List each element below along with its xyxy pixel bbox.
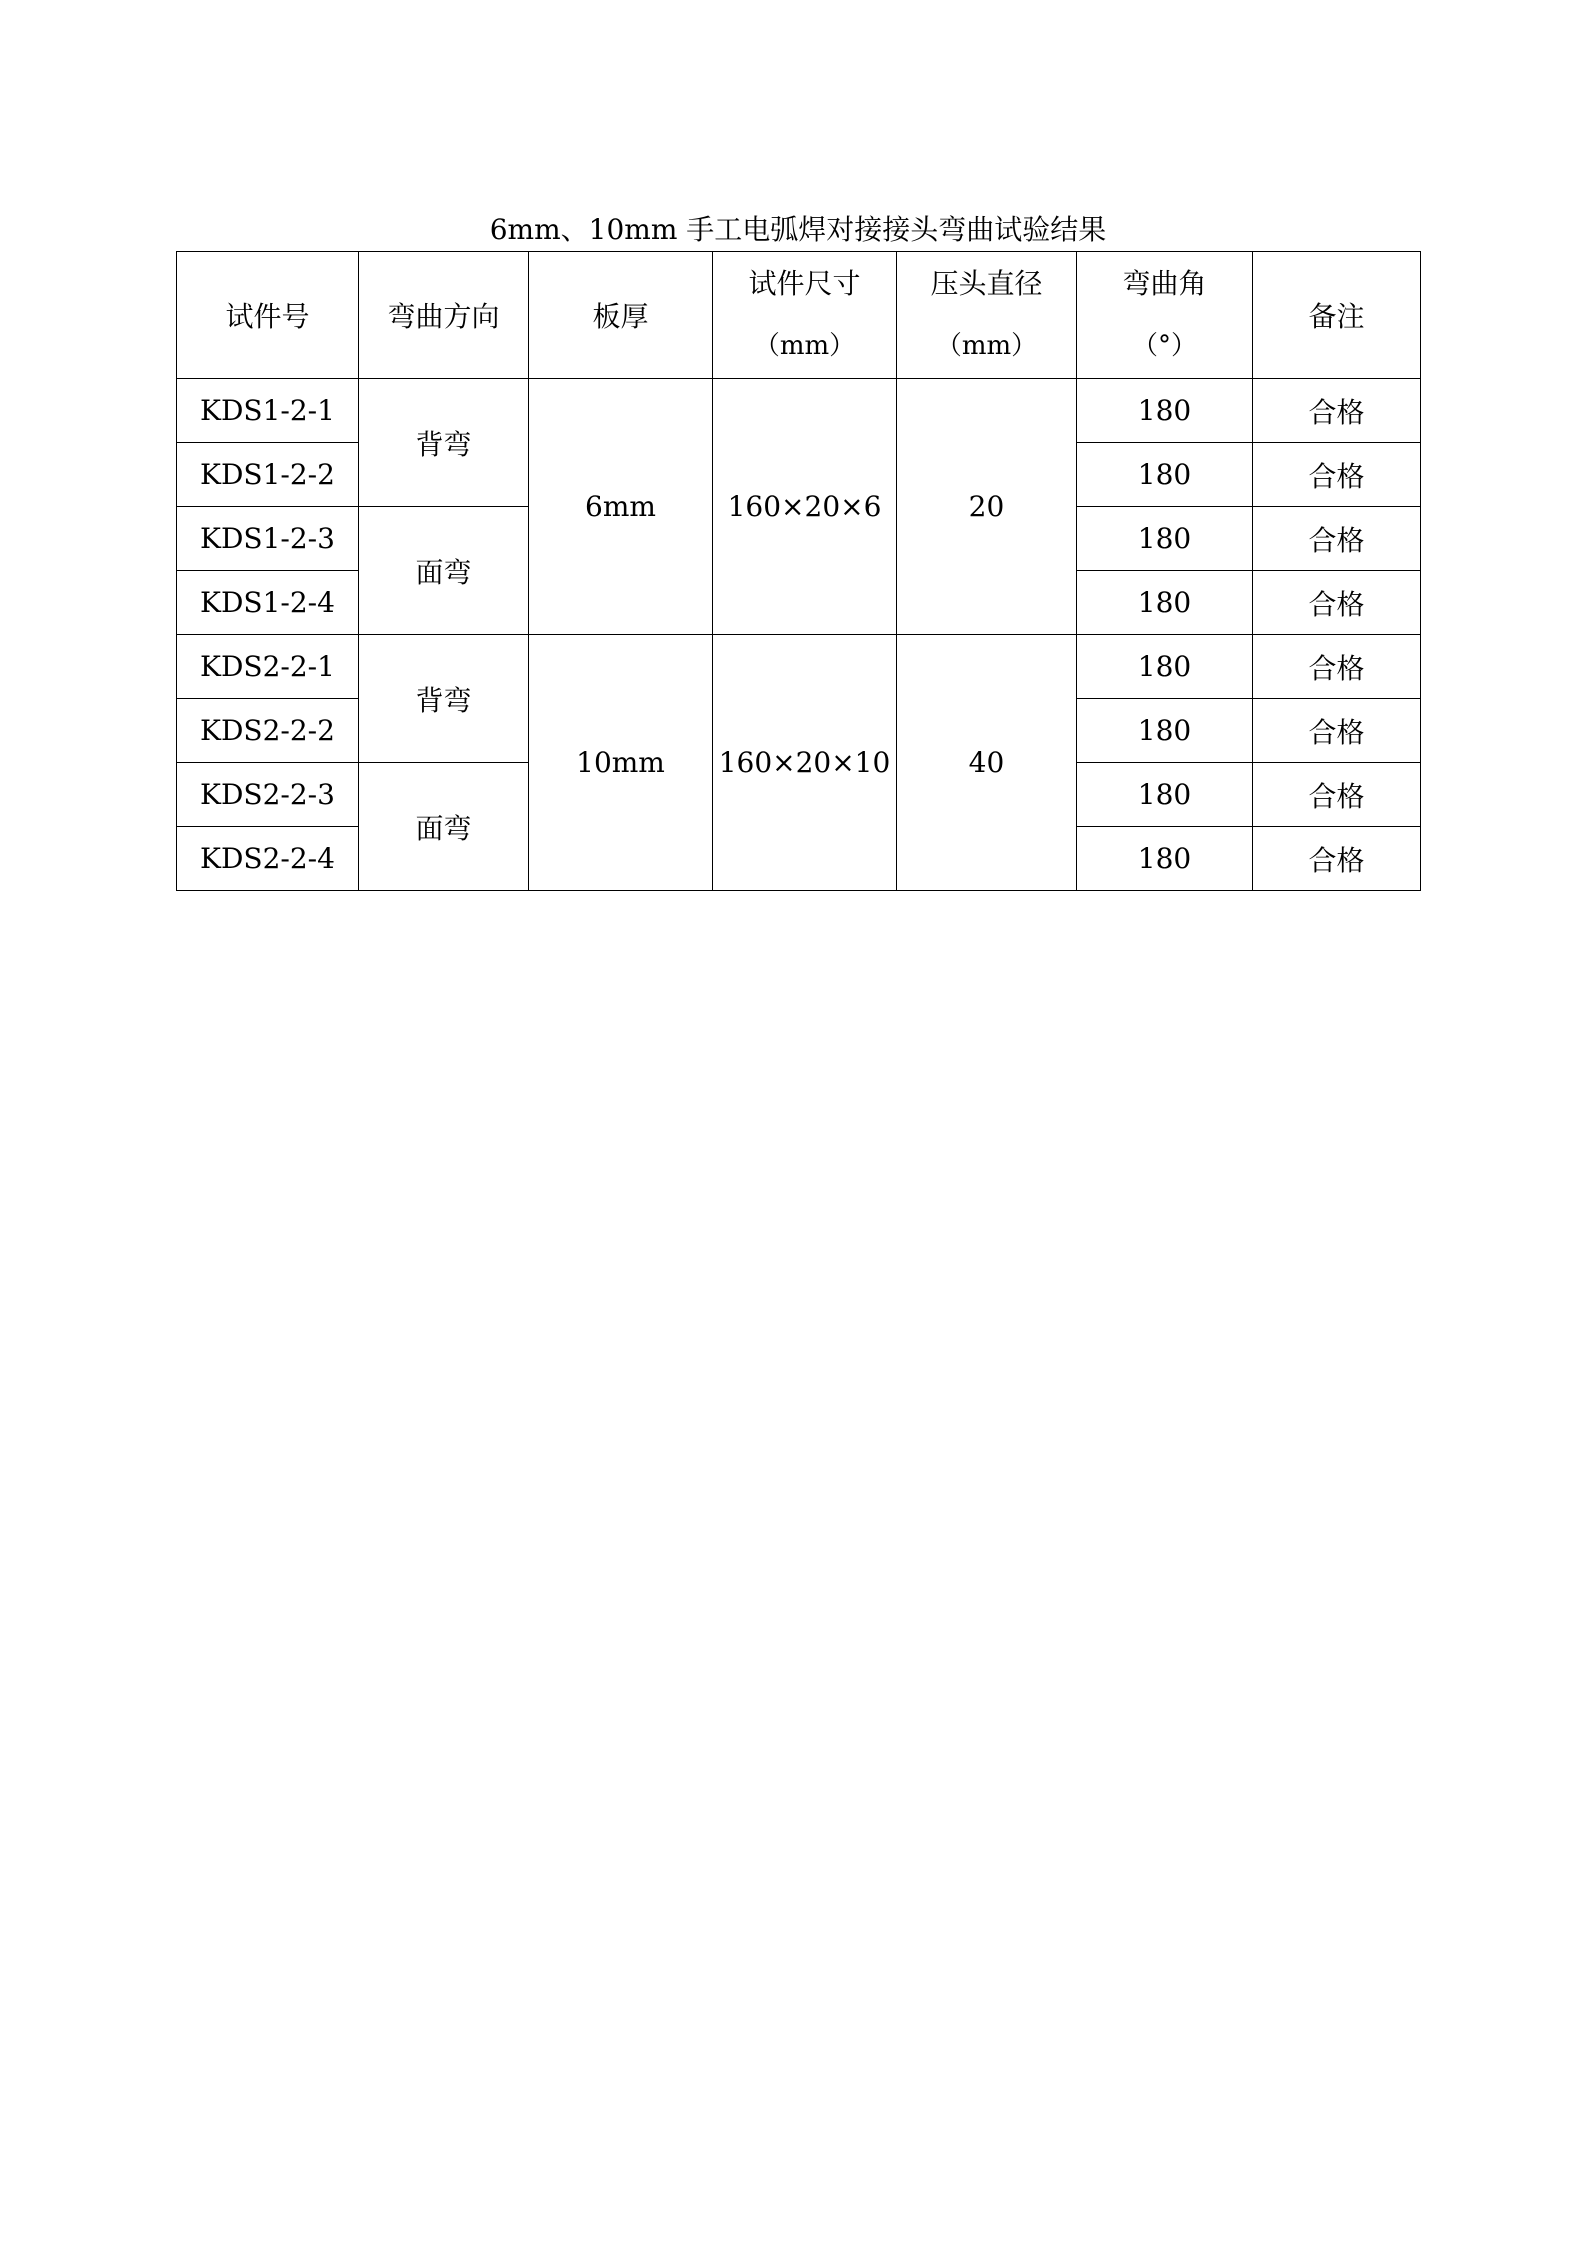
header-remark xyxy=(1253,252,1421,379)
header-plate-thickness-label: 板厚 xyxy=(592,300,649,333)
remark-cell: 合格 xyxy=(1253,571,1421,635)
header-indenter-diameter-unit: （mm） xyxy=(935,331,1038,361)
table-title: 6mm、10mm 手工电弧焊对接接头弯曲试验结果 xyxy=(489,213,1107,246)
header-bend-angle xyxy=(1077,252,1253,379)
bend-angle-cell: 180 xyxy=(1077,635,1253,699)
header-bend-direction-label: 弯曲方向 xyxy=(387,300,500,333)
header-bend-angle-unit: （°） xyxy=(1131,331,1197,361)
remark-cell: 合格 xyxy=(1253,827,1421,891)
bend-direction-cell: 背弯 xyxy=(359,379,529,507)
remark-cell: 合格 xyxy=(1253,507,1421,571)
header-bend-angle-label: 弯曲角 xyxy=(1122,267,1207,300)
indenter-diameter-cell: 20 xyxy=(897,379,1077,635)
specimen-id-cell: KDS2-2-1 xyxy=(177,635,359,699)
indenter-diameter-cell: 40 xyxy=(897,635,1077,891)
specimen-id-cell: KDS1-2-3 xyxy=(177,507,359,571)
remark-cell: 合格 xyxy=(1253,763,1421,827)
header-plate-thickness xyxy=(529,252,713,379)
bend-angle-cell: 180 xyxy=(1077,443,1253,507)
remark-cell: 合格 xyxy=(1253,443,1421,507)
table-row xyxy=(177,635,1421,699)
bend-angle-cell: 180 xyxy=(1077,827,1253,891)
header-specimen-size xyxy=(713,252,897,379)
remark-cell: 合格 xyxy=(1253,699,1421,763)
specimen-size-cell: 160×20×6 xyxy=(713,379,897,635)
remark-cell: 合格 xyxy=(1253,635,1421,699)
specimen-size-cell: 160×20×10 xyxy=(713,635,897,891)
bend-angle-cell: 180 xyxy=(1077,699,1253,763)
header-bend-direction xyxy=(359,252,529,379)
specimen-id-cell: KDS1-2-4 xyxy=(177,571,359,635)
plate-thickness-cell: 10mm xyxy=(529,635,713,891)
specimen-id-cell: KDS2-2-3 xyxy=(177,763,359,827)
bend-test-results-table xyxy=(176,251,1421,891)
header-row xyxy=(177,252,1421,379)
bend-direction-cell: 背弯 xyxy=(359,635,529,763)
table-row xyxy=(177,379,1421,443)
specimen-id-cell: KDS2-2-4 xyxy=(177,827,359,891)
header-indenter-diameter-label: 压头直径 xyxy=(930,267,1043,300)
bend-angle-cell: 180 xyxy=(1077,507,1253,571)
remark-cell: 合格 xyxy=(1253,379,1421,443)
header-specimen-size-unit: （mm） xyxy=(753,331,856,361)
specimen-id-cell: KDS2-2-2 xyxy=(177,699,359,763)
header-specimen-id-label: 试件号 xyxy=(225,300,310,333)
bend-angle-cell: 180 xyxy=(1077,571,1253,635)
header-specimen-size-label: 试件尺寸 xyxy=(748,267,861,300)
specimen-id-cell: KDS1-2-1 xyxy=(177,379,359,443)
header-remark-label: 备注 xyxy=(1308,300,1365,333)
bend-direction-cell: 面弯 xyxy=(359,507,529,635)
header-indenter-diameter xyxy=(897,252,1077,379)
bend-direction-cell: 面弯 xyxy=(359,763,529,891)
header-specimen-id xyxy=(177,252,359,379)
specimen-id-cell: KDS1-2-2 xyxy=(177,443,359,507)
plate-thickness-cell: 6mm xyxy=(529,379,713,635)
bend-angle-cell: 180 xyxy=(1077,379,1253,443)
bend-angle-cell: 180 xyxy=(1077,763,1253,827)
